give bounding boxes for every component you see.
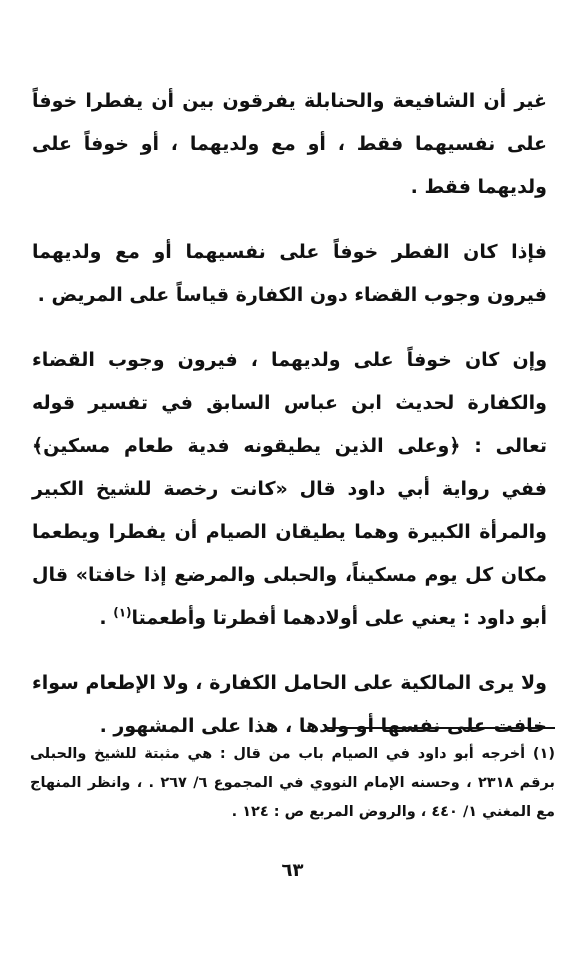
footnote-1 [30,740,555,827]
page-number: ٦٣ [281,860,304,881]
footnote-1-text: أخرجه أبو داود في الصيام باب من قال : هي مثبتة للشيخ والحبلى برقم ٢٣١٨ ، وحسنه الإمام النووي في المجموع ٦/ ٢٦٧ . ، وانظر المنهاج مع المغني ١/ ٤٤٠ ، والروض المربع ص : ١٢٤ . [30,746,555,820]
paragraph-2 [32,231,547,317]
footnote-1-marker: (١) [532,746,555,762]
footnote-1-body [30,740,555,827]
paragraph-4-text: ولا يرى المالكية على الحامل الكفارة ، ولا الإطعام سواء خافت على نفسها أو ولدها ، هذا على المشهور . [32,672,547,737]
paragraph-3-end: . [99,607,114,629]
footnote-divider [325,727,555,729]
quran-verse: ﴿وعلى الذين يطيقونه فدية طعام مسكين﴾ [32,435,461,457]
paragraph-2-text: فإذا كان الفطر خوفاً على نفسيهما أو مع ولديهما فيرون وجوب القضاء دون الكفارة قياساً على المريض . [32,241,547,306]
paragraph-3 [32,339,547,640]
paragraph-1 [32,80,547,209]
footnotes-section [30,740,555,827]
paragraph-3-lead: وإن كان خوفاً على ولديهما ، فيرون وجوب القضاء والكفارة لحديث ابن عباس السابق في تفسير قوله تعالى : [32,349,547,457]
paragraph-4 [32,662,547,748]
paragraph-3-tail: ففي رواية أبي داود قال «كانت رخصة للشيخ الكبير والمرأة الكبيرة وهما يطيقان الصيام أن يفطرا ويطعما مكان كل يوم مسكيناً، والحبلى والمرضع إذا خافتا» قال أبو داود : يعني على أولادهما أفطرتا وأطعمتا [32,478,547,629]
paragraph-1-text: غير أن الشافيعة والحنابلة يفرقون بين أن يفطرا خوفاً على نفسيهما فقط ، أو مع ولديهما ، أو خوفاً على ولديهما فقط . [32,90,547,198]
main-text [32,80,547,770]
footnote-reference[interactable]: (١) [113,605,132,620]
